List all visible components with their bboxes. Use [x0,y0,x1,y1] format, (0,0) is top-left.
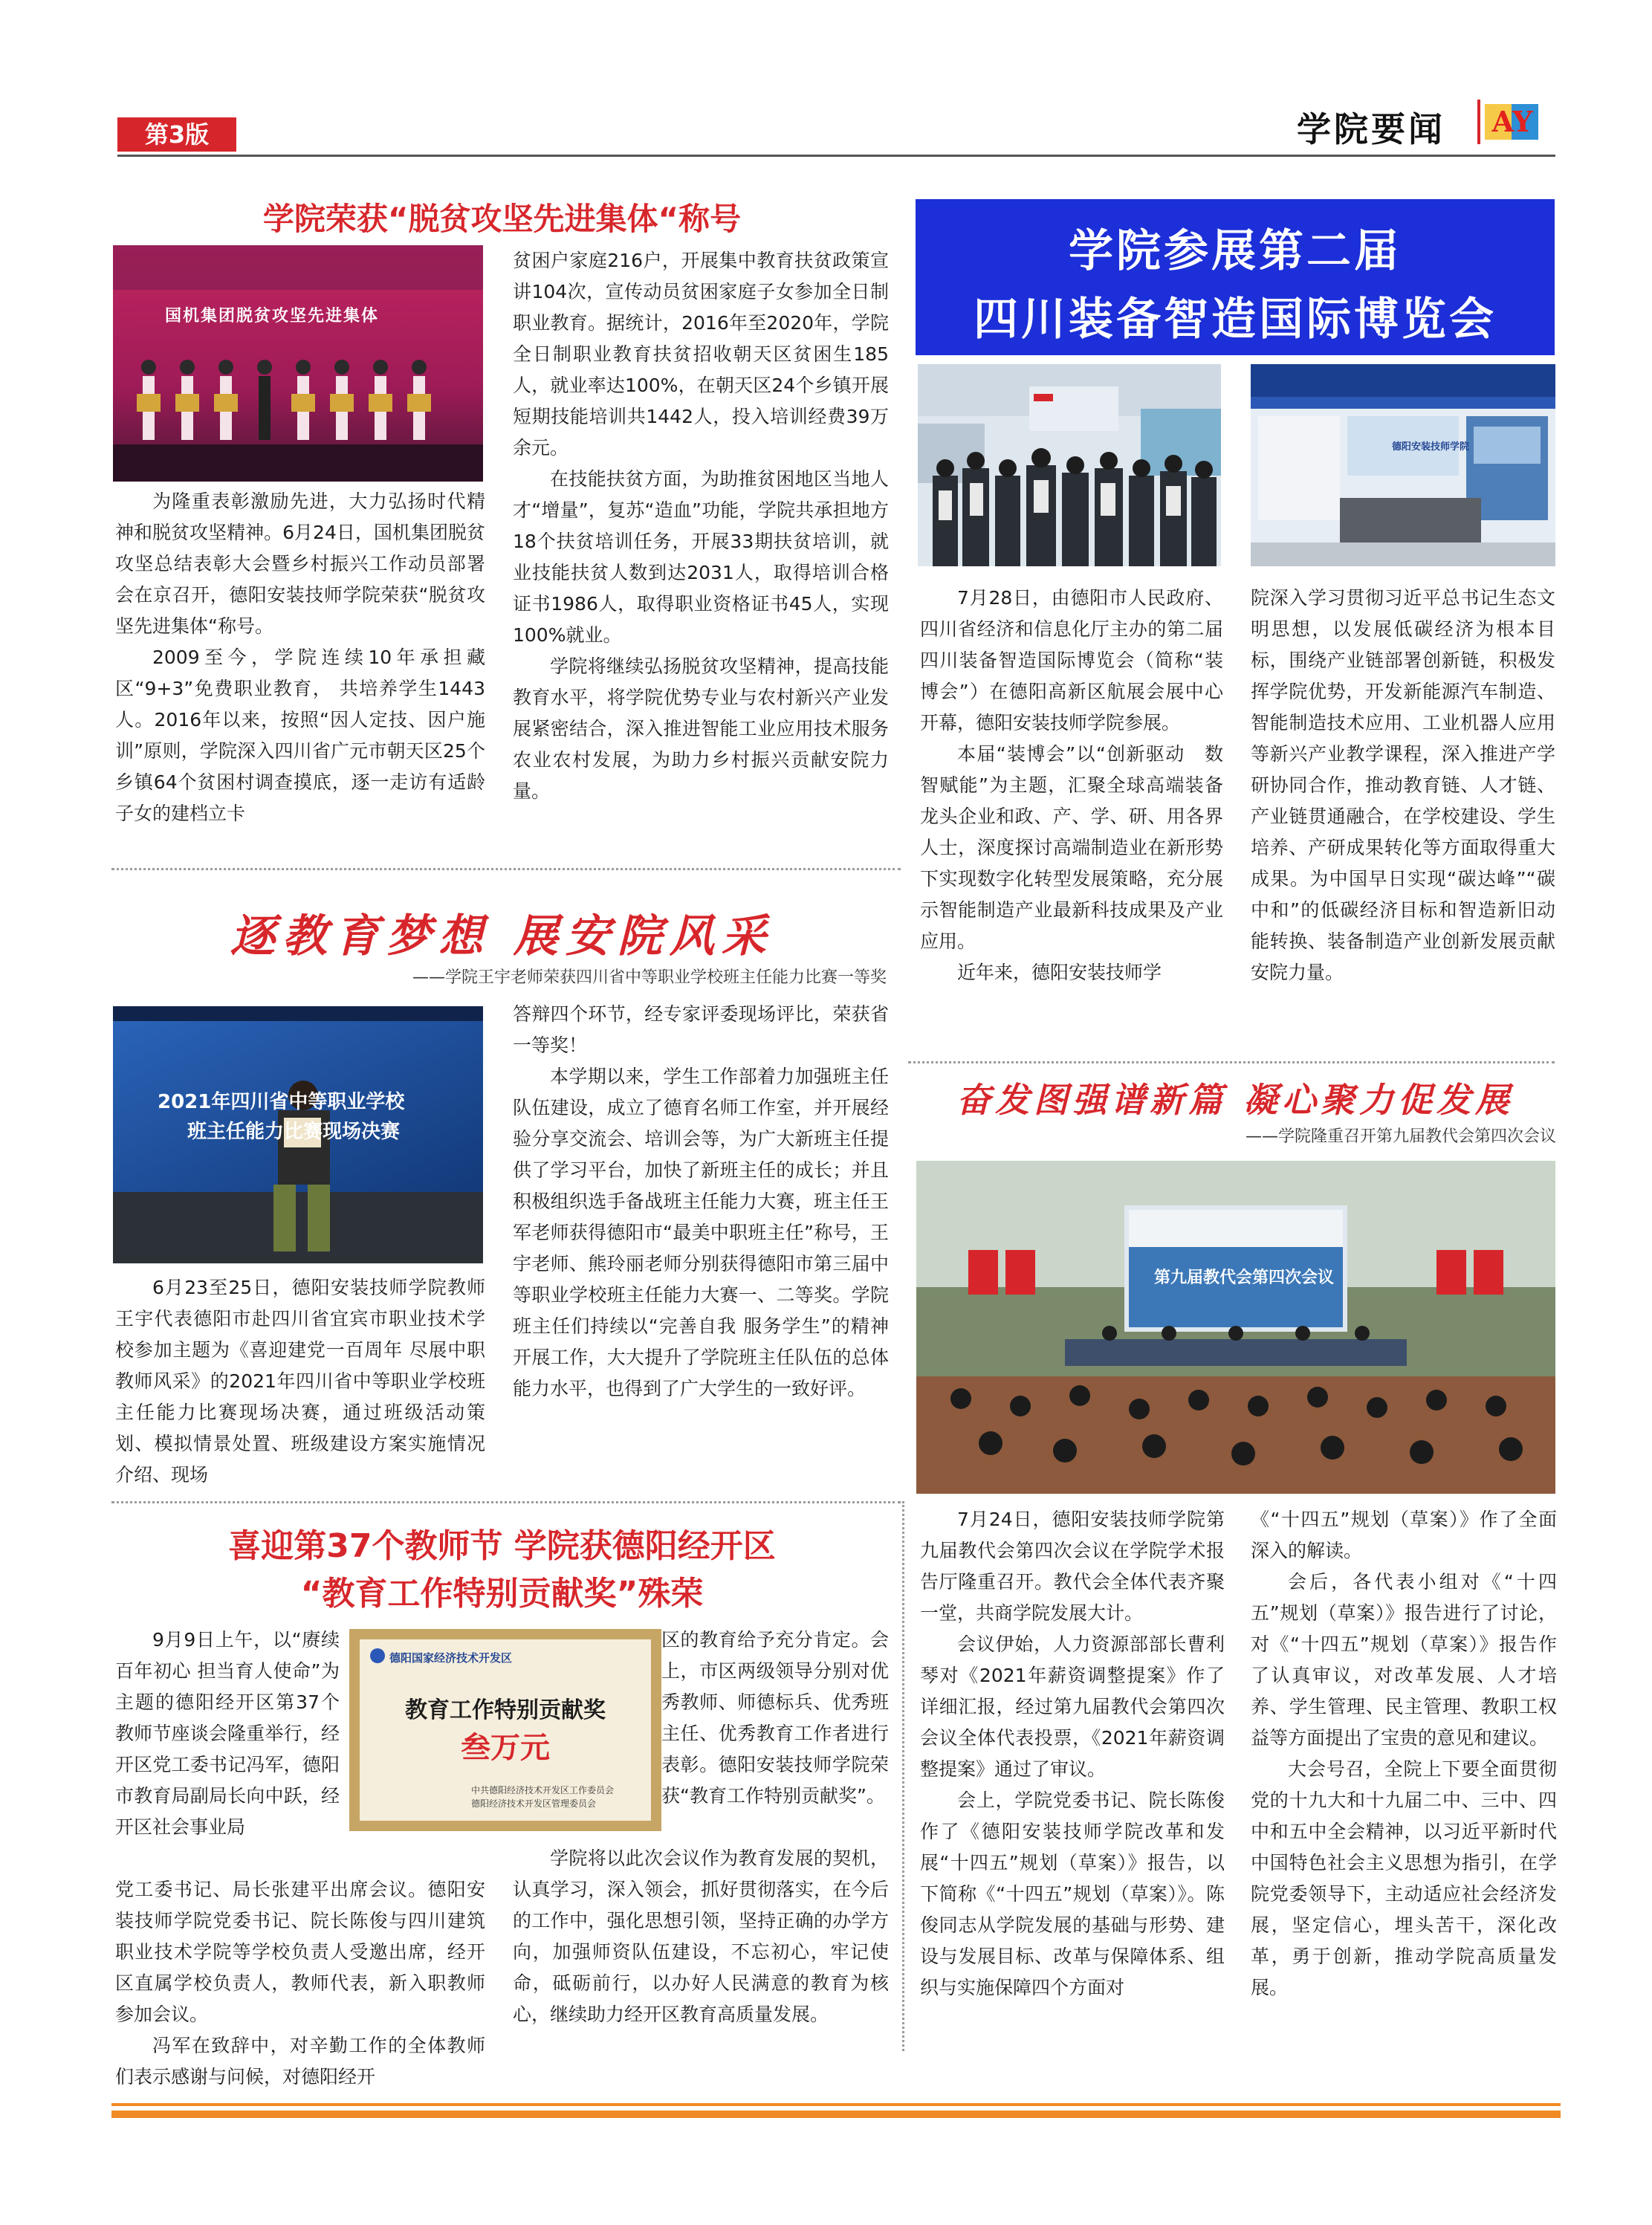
expo-title-line2: 四川装备智造国际博览会 [974,294,1497,346]
award-plaque [349,1629,661,1831]
award-col2-p1: 区的教育给予充分肯定。会上，市区两级领导分别对优秀教师、师德标兵、优秀班主任、优秀教育工作者进行表彰。德阳安装技师学院荣获“教育工作特别贡献奖”。 [661,1629,889,1807]
congress-left-p3: 会上，学院党委书记、院长陈俊作了《德阳安装技师学院改革和发展“十四五”规划（草案）》报告，以下简称《“十四五”规划（草案）》。陈俊同志从学院发展的基础与形势、建设与发展目标、改革与保障体系、组织与实施保障四个方面对 [920,1790,1225,1998]
congress-right-p1: 《“十四五”规划（草案）》作了全面深入的解读。 [1251,1509,1557,1561]
logo-letters: AY [1491,105,1533,138]
award-col1-p2: 党工委书记、局长张建平出席会议。德阳安装技师学院党委书记、院长陈俊与四川建筑职业技术学院等学校负责人受邀出席，经开区直属学校负责人，教师代表，新入职教师参加会议。 [115,1879,485,2025]
page-label: 第3版 [117,117,236,152]
award-plaque-footer2: 德阳经济技术开发区管理委员会 [471,1798,597,1809]
teacher-left-p1: 6月23至25日，德阳安装技师学院教师王宇代表德阳市赴四川省宜宾市职业技术学校参加主题为《喜迎建党一百周年 尽展中职教师风采》的2021年四川省中等职业学校班主任能力比赛现场决赛，通过班级活动策划、模拟情景处置、班级建设方案实施情况介绍、现场 [115,1277,485,1486]
poverty-right-p2: 在技能扶贫方面，为助推贫困地区当地人才“增量”，复苏“造血”功能，学院共承担地方18个扶贫培训任务，开展33期扶贫培训，就业技能扶贫人数到达2031人，取得培训合格证书1986人，取得职业资格证书45人，实现100%就业。 [513,468,889,646]
congress-left-col [920,1504,1225,2062]
divider-1 [111,868,901,870]
congress-right-p2: 会后，各代表小组对《“十四五”规划（草案）》报告进行了讨论，对《“十四五”规划（草案）》报告作了认真审议，对改革发展、人才培养、学生管理、民主管理、教职工权益等方面提出了宝贵的意见和建议。 [1251,1571,1557,1749]
section-title: 学院要闻 [1297,109,1445,149]
award-title-line1: 喜迎第37个教师节 学院获德阳经开区 [228,1527,776,1565]
poverty-left-p2: 2009至今，学院连续10年承担藏区“9+3”免费职业教育， 共培养学生1443人。2016年以来，按照“因人定技、因户施训”原则，学院深入四川省广元市朝天区25个乡镇64个贫困村调查摸底，逐一走访有适龄子女的建档立卡 [115,647,485,824]
congress-screen-text: 第九届教代会第四次会议 [1154,1269,1335,1287]
poverty-title: 学院荣获“脱贫攻坚先进集体“称号 [262,201,742,237]
award-title-line2: “教育工作特别贡献奖”殊荣 [300,1575,704,1613]
poverty-left-col [115,486,485,855]
emblem-icon [370,1648,385,1663]
congress-left-p1: 7月24日，德阳安装技师学院第九届教代会第四次会议在学院学术报告厅隆重召开。教代会全体代表齐聚一堂，共商学院发展大计。 [920,1509,1225,1624]
header-rule [117,155,1555,157]
award-plaque-header: 德阳国家经济技术开发区 [389,1651,513,1665]
teacher-left-col [115,1272,485,1494]
teacher-subtitle: ——学院王宇老师荣获四川省中等职业学校班主任能力比赛一等奖 [412,968,887,987]
award-plaque-amount: 叁万元 [461,1730,550,1765]
poverty-photo [113,245,483,482]
expo-right-p1: 院深入学习贯彻习近平总书记生态文明思想，以发展低碳经济为根本目标，围绕产业链部署创新链，积极发挥学院优势，开发新能源汽车制造、智能制造技术应用、工业机器人应用等新兴产业教学课程，深入推进产学研协同合作，推动教育链、人才链、产业链贯通融合，在学校建设、学生培养、产研成果转化等方面取得重大成果。为中国早日实现“碳达峰”“碳中和”的低碳经济目标和智造新旧动能转换、装备制造产业创新发展贡献安院力量。 [1251,587,1555,983]
poverty-photo-caption: 国机集团脱贫攻坚先进集体 [165,307,380,326]
congress-left-p2: 会议伊始，人力资源部部长曹利琴对《2021年薪资调整提案》作了详细汇报，经过第九届教代会第四次会议全体代表投票，《2021年薪资调整提案》通过了审议。 [920,1633,1225,1780]
divider-expo [908,1061,1555,1063]
logo [1477,100,1546,144]
expo-left-p3: 近年来，德阳安装技师学 [957,962,1162,983]
expo-title-line1: 学院参展第二届 [1069,225,1402,277]
award-col2-narrow [661,1625,889,1843]
poverty-left-p1: 为隆重表彰激励先进，大力弘扬时代精神和脱贫攻坚精神。6月24日，国机集团脱贫攻坚总结表彰大会暨乡村振兴工作动员部署会在京召开，德阳安装技师学院荣获“脱贫攻坚先进集体“称号。 [115,490,485,637]
congress-photo [916,1161,1555,1494]
award-col1-full [115,1874,485,2091]
teacher-title: 逐教育梦想 展安院风采 [230,910,774,962]
expo-photo-booth [1251,364,1555,566]
expo-left-col [920,583,1223,1049]
award-plaque-title: 教育工作特别贡献奖 [405,1697,606,1723]
teacher-right-p2: 本学期以来，学生工作部着力加强班主任队伍建设，成立了德育名师工作室，并开展经验分享交流会、培训会等，为广大新班主任提供了学习平台，加快了新班主任的成长；并且积极组织选手备战班主任能力大赛，班主任王军老师获得德阳市“最美中职班主任”称号，王宇老师、熊玲丽老师分别获得德阳市第三届中等职业学校班主任能力大赛一、二等奖。学院班主任们持续以“完善自我 服务学生”的精神开展工作，大大提升了学院班主任队伍的总体能力水平，也得到了广大学生的一致好评。 [513,1066,889,1399]
footer-rule-top [111,2103,1561,2106]
expo-left-p2: 本届“装博会”以“创新驱动 数智赋能”为主题，汇聚全球高端装备龙头企业和政、产、学、研、用各界人士，深度探讨高端制造业在新形势下实现数字化转型发展策略，充分展示智能制造产业最新科技成果及产业应用。 [920,743,1223,952]
expo-banner [916,199,1555,355]
congress-title: 奋发图强谱新篇 凝心聚力促发展 [956,1080,1514,1120]
expo-right-col [1251,583,1555,1049]
award-col1-p1: 9月9日上午，以“赓续百年初心 担当育人使命”为主题的德阳经开区第37个教师节座谈会隆重举行，经开区党工委书记冯军，德阳市教育局副局长向中跃，经开区社会事业局 [115,1629,340,1838]
congress-right-col [1251,1504,1557,2062]
poverty-right-p3: 学院将继续弘扬脱贫攻坚精神，提高技能教育水平，将学院优势专业与农村新兴产业发展紧密结合，深入推进智能工业应用技术服务农业农村发展，为助力乡村振兴贡献安院力量。 [513,655,889,802]
congress-right-p3: 大会号召，全院上下要全面贯彻党的十九大和十九届二中、三中、四中和五中全会精神，以习近平新时代中国特色社会主义思想为指引，在学院党委领导下，主动适应社会经济发展，坚定信心，埋头苦干，深化改革，勇于创新，推动学院高质量发展。 [1251,1758,1557,1998]
expo-booth-sign: 德阳安装技师学院 [1392,441,1470,453]
footer-rule-bottom [111,2111,1561,2118]
award-col2-full [513,1843,889,2091]
award-plaque-footer1: 中共德阳经济技术开发区工作委员会 [471,1785,615,1795]
expo-left-p1: 7月28日，由德阳市人民政府、四川省经济和信息化厅主办的第二届四川装备智造国际博览会（简称“装博会”）在德阳高新区航展会展中心开幕，德阳安装技师学院参展。 [920,587,1223,733]
teacher-right-p1: 答辩四个环节，经专家评委现场评比，荣获省一等奖！ [513,1003,889,1056]
award-col2-p2: 学院将以此次会议作为教育发展的契机，认真学习，深入领会，抓好贯彻落实，在今后的工作中，强化思想引领，坚持正确的办学方向，加强师资队伍建设，不忘初心，牢记使命，砥砺前行，以办好人民满意的教育为核心，继续助力经开区教育高质量发展。 [513,1847,889,2025]
teacher-screen-line1: 2021年四川省中等职业学校 [158,1091,405,1113]
divider-vertical [902,1501,904,2051]
poverty-right-p1: 贫困户家庭216户，开展集中教育扶贫政策宣讲104次，宣传动员贫困家庭子女参加全日制职业教育。据统计，2016年至2020年，学院全日制职业教育扶贫招收朝天区贫困生185人，就业率达100%，在朝天区24个乡镇开展短期技能培训共1442人，投入培训经费39万余元。 [513,250,889,459]
teacher-photo [113,1006,483,1263]
award-col1-p3: 冯军在致辞中，对辛勤工作的全体教师们表示感谢与问候，对德阳经开 [115,2035,485,2088]
teacher-right-col [513,999,889,1494]
divider-2 [111,1501,901,1503]
congress-subtitle: ——学院隆重召开第九届教代会第四次会议 [1245,1127,1556,1146]
expo-photo-crowd [918,364,1221,566]
award-col1-narrow [115,1625,340,1874]
poverty-right-col [513,245,889,855]
teacher-screen-line2: 班主任能力比赛现场决赛 [187,1121,401,1143]
